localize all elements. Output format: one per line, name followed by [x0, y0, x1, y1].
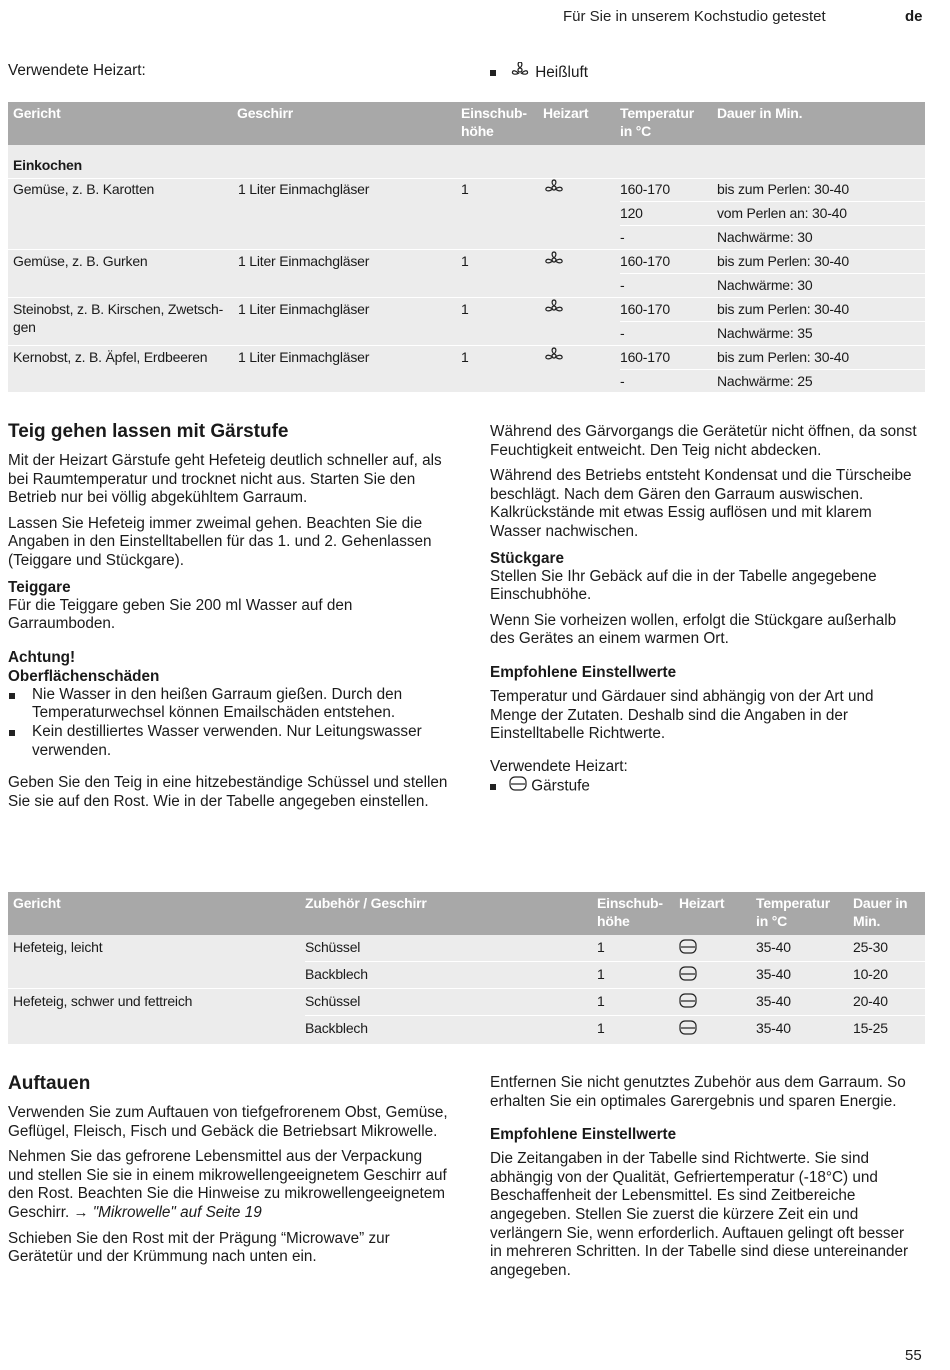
table-cell: 35-40 — [756, 1020, 791, 1036]
subheading-stueckgare: Stückgare — [490, 549, 564, 567]
table-cell: 1 — [461, 181, 469, 197]
table-cell: Kernobst, z. B. Äpfel, Erdbeeren — [13, 349, 208, 365]
heizart-value: Gärstufe — [531, 777, 590, 795]
fan-icon — [543, 251, 565, 273]
paragraph: Lassen Sie Hefeteig immer zweimal gehen. Beachten Sie die Angaben in den Einstelltabellen für das 1. und 2. Gehenlassen (Teiggare und Stückgare). — [8, 514, 432, 569]
table-cell: vom Perlen an: 30-40 — [717, 205, 847, 221]
col-temperatur-2: in °C — [620, 123, 652, 139]
col-dauer-2: Min. — [853, 913, 881, 929]
fan-icon — [543, 179, 565, 201]
col-zubehoer: Zubehör / Geschirr — [305, 895, 427, 911]
col-heizart: Heizart — [543, 105, 589, 121]
bullet-square — [490, 784, 496, 790]
table-cell: 1 — [597, 966, 605, 982]
table-cell: 35-40 — [756, 939, 791, 955]
paragraph: Temperatur und Gärdauer sind abhängig von der Art und Menge der Zutaten. Deshalb sind die Angaben in der Einstelltabelle Richtwerte. — [490, 687, 874, 743]
table-cell: 160-170 — [620, 349, 670, 365]
col-dauer: Dauer in Min. — [717, 105, 803, 121]
page-number: 55 — [905, 1347, 922, 1364]
table-cell: 35-40 — [756, 993, 791, 1009]
table-cell: bis zum Perlen: 30-40 — [717, 349, 849, 365]
table-cell: 160-170 — [620, 253, 670, 269]
gaerstufe-table — [8, 892, 925, 1044]
fan-icon — [509, 62, 531, 84]
cross-reference-link[interactable]: "Mikrowelle" auf Seite 19 — [92, 1203, 262, 1221]
paragraph: Geben Sie den Teig in eine hitzebeständige Schüssel und stellen Sie sie auf den Rost. Wie in der Tabelle angegeben einstellen. — [8, 774, 448, 810]
col-einschub-2: höhe — [461, 123, 494, 139]
table-cell: 120 — [620, 205, 643, 221]
table-cell: 1 — [597, 939, 605, 955]
warning-title: Achtung! — [8, 648, 76, 666]
table-cell: 1 — [461, 349, 469, 365]
list-item: Nie Wasser in den heißen Garraum gießen. Durch den Temperaturwechsel können Emailschäden entstehen. — [8, 686, 448, 723]
paragraph: Nehmen Sie das gefrorene Lebensmittel aus der Verpackung und stellen Sie sie in einem mikrowellengeeignetem Geschirr auf den Rost. Beachten Sie die Hinweise zu mikrowellengeeignetem Geschirr. → "Mikrowelle" auf Seite 19 — [8, 1148, 447, 1221]
table-cell: Backblech — [305, 966, 368, 982]
link-arrow-icon: → — [73, 1203, 89, 1221]
table-cell: 35-40 — [756, 966, 791, 982]
table-cell: Nachwärme: 30 — [717, 277, 813, 293]
auftauen-left-column — [8, 1073, 448, 1274]
list-item: Kein destilliertes Wasser verwenden. Nur Leitungswasser verwenden. — [8, 723, 448, 760]
table-cell: Nachwärme: 35 — [717, 325, 813, 341]
table-cell: 160-170 — [620, 181, 670, 197]
subheading-empfohlen: Empfohlene Einstellwerte — [490, 663, 677, 681]
paragraph: Entfernen Sie nicht genutztes Zubehör aus dem Garraum. So erhalten Sie ein optimales Garergebnis und sparen Energie. — [490, 1074, 906, 1110]
proofing-icon — [509, 776, 527, 797]
table-cell: Gemüse, z. B. Karotten — [13, 181, 155, 197]
paragraph: Für die Teiggare geben Sie 200 ml Wasser auf den Garraumboden. — [8, 596, 353, 633]
warning-subtitle: Oberflächenschäden — [8, 667, 160, 685]
bullet-square — [490, 70, 496, 76]
col-einschub-2: höhe — [597, 913, 630, 929]
table-header — [8, 102, 925, 145]
col-gericht: Gericht — [13, 895, 61, 911]
table-cell: 160-170 — [620, 301, 670, 317]
table-cell: Gemüse, z. B. Gurken — [13, 253, 148, 269]
teig-right-column — [490, 423, 918, 804]
table-cell: bis zum Perlen: 30-40 — [717, 301, 849, 317]
table-cell: - — [620, 277, 625, 293]
col-dauer: Dauer in — [853, 895, 908, 911]
col-temperatur: Temperatur — [620, 105, 694, 121]
heizart-label: Verwendete Heizart: — [490, 757, 628, 775]
table-cell: Steinobst, z. B. Kirschen, Zwetsch- — [13, 301, 224, 317]
running-header: Für Sie in unserem Kochstudio getestet — [563, 8, 826, 25]
heizart-label: Verwendete Heizart: — [8, 62, 146, 79]
table-cell: Nachwärme: 25 — [717, 373, 813, 389]
heizart-value: Heißluft — [535, 63, 588, 81]
col-geschirr: Geschirr — [237, 105, 293, 121]
table-cell: Schüssel — [305, 993, 361, 1009]
col-temperatur: Temperatur — [756, 895, 830, 911]
table-cell: Hefeteig, schwer und fettreich — [13, 993, 193, 1009]
subheading-empfohlen: Empfohlene Einstellwerte — [490, 1126, 677, 1144]
table-cell: 15-25 — [853, 1020, 888, 1036]
table-cell: 1 — [597, 993, 605, 1009]
heizart-value-row — [490, 62, 588, 84]
table-cell: Backblech — [305, 1020, 368, 1036]
table-cell: Schüssel — [305, 939, 361, 955]
teig-left-column — [8, 421, 448, 818]
paragraph: Stellen Sie Ihr Gebäck auf die in der Tabelle angegebene Einschubhöhe. — [490, 567, 877, 604]
table-cell: bis zum Perlen: 30-40 — [717, 181, 849, 197]
paragraph: Schieben Sie den Rost mit der Prägung “Microwave” zur Gerätetür und der Krümmung nach unten ein. — [8, 1229, 390, 1266]
subheading-teiggare: Teiggare — [8, 578, 71, 596]
table-header — [8, 892, 925, 935]
language-tag: de — [905, 8, 923, 25]
proofing-icon — [679, 993, 697, 1012]
col-temperatur-2: in °C — [756, 913, 788, 929]
proofing-icon — [679, 1020, 697, 1039]
col-einschub: Einschub- — [597, 895, 663, 911]
heizart-value-row — [490, 776, 918, 797]
table-cell: 1 — [461, 253, 469, 269]
table-cell: - — [620, 229, 625, 245]
proofing-icon — [679, 939, 697, 958]
table-cell: Nachwärme: 30 — [717, 229, 813, 245]
table-cell: 1 Liter Einmachgläser — [238, 253, 370, 269]
table-cell: gen — [13, 319, 36, 335]
col-heizart: Heizart — [679, 895, 725, 911]
table-cell: 20-40 — [853, 993, 888, 1009]
paragraph: Verwenden Sie zum Auftauen von tiefgefrorenem Obst, Gemüse, Geflügel, Fleisch, Fisch und Gebäck die Betriebsart Mikrowelle. — [8, 1104, 448, 1140]
table-cell: - — [620, 373, 625, 389]
table-cell: Hefeteig, leicht — [13, 939, 103, 955]
section-title-teig: Teig gehen lassen mit Gärstufe — [8, 421, 289, 442]
table-cell: - — [620, 325, 625, 341]
col-einschub: Einschub- — [461, 105, 527, 121]
paragraph: Während des Betriebs entsteht Kondensat und die Türscheibe beschlägt. Nach dem Gären den Garraum auswischen. Kalkrückstände mit etwas Essig auflösen und mit klarem Wasser nachwischen. — [490, 467, 912, 540]
table-cell: bis zum Perlen: 30-40 — [717, 253, 849, 269]
section-einkochen: Einkochen — [13, 157, 82, 173]
table-cell: 1 Liter Einmachgläser — [238, 301, 370, 317]
table-cell: 1 Liter Einmachgläser — [238, 181, 370, 197]
paragraph: Wenn Sie vorheizen wollen, erfolgt die Stückgare außerhalb des Gerätes an einem warmen Ort. — [490, 611, 897, 648]
paragraph: Während des Gärvorgangs die Gerätetür nicht öffnen, da sonst Feuchtigkeit entweicht. Den Teig nicht abdecken. — [490, 423, 917, 459]
col-gericht: Gericht — [13, 105, 61, 121]
auftauen-right-column — [490, 1074, 920, 1287]
proofing-icon — [679, 966, 697, 985]
fan-icon — [543, 299, 565, 321]
table-cell: 25-30 — [853, 939, 888, 955]
section-title-auftauen: Auftauen — [8, 1073, 91, 1094]
table-cell: 10-20 — [853, 966, 888, 982]
table-cell: 1 — [461, 301, 469, 317]
fan-icon — [543, 347, 565, 369]
einkochen-table — [8, 102, 925, 392]
table-cell: 1 Liter Einmachgläser — [238, 349, 370, 365]
table-cell: 1 — [597, 1020, 605, 1036]
paragraph: Die Zeitangaben in der Tabelle sind Richtwerte. Sie sind abhängig von der Qualität, Gefriertemperatur (-18°C) und Beschaffenheit der Lebensmittel. Es sind Zeitbereiche angegeben. Stellen Sie zuerst die kürzere Zeit ein und verlängern Sie, wenn erforderlich. Auftauen gelingt oft besser in mehreren Schritten. In der Tabelle sind diese untereinander angegeben. — [490, 1150, 909, 1279]
paragraph: Mit der Heizart Gärstufe geht Hefeteig deutlich schneller auf, als bei Raumtemperatur und trocknet nicht aus. Starten Sie den Betrieb nur bei völlig abgekühltem Garraum. — [8, 452, 442, 507]
